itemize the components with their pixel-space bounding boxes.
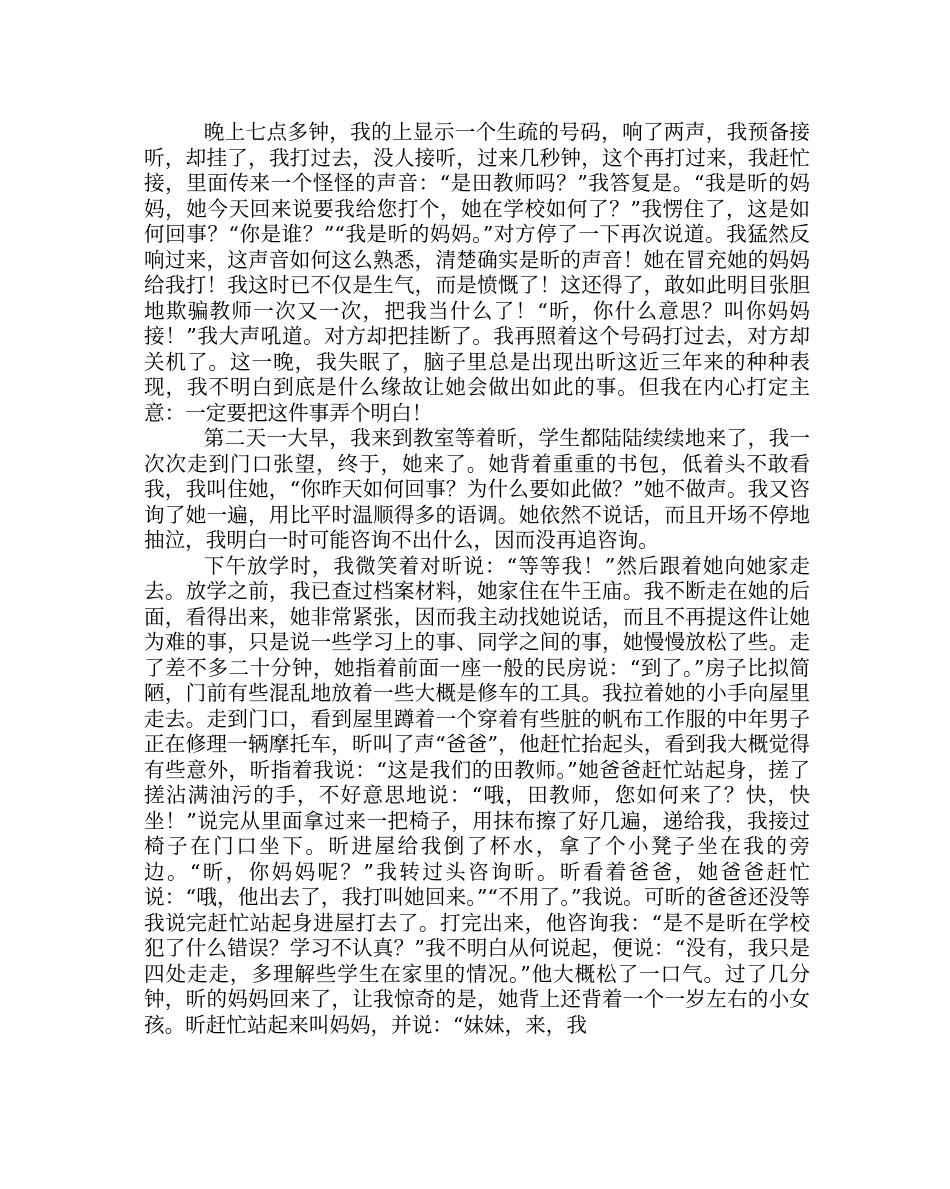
paragraph-3: 下午放学时，我微笑着对昕说：“等等我！”然后跟着她向她家走去。放学之前，我已查过档案材料，她家住在牛王庙。我不断走在她的后面，看得出来，她非常紧张，因而我主动找她说话，而且不再提这件让她为难的事，只是说一些学习上的事、同学之间的事，她慢慢放松了些。走了差不多二十分钟，她指着前面一座一般的民房说：“到了。”房子比拟简陋，门前有些混乱地放着一些大概是修车的工具。我拉着她的小手向屋里走去。走到门口，看到屋里蹲着一个穿着有些脏的帆布工作服的中年男子正在修理一辆摩托车，昕叫了声“爸爸”，他赶忙抬起头，看到我大概觉得有些意外，昕指着我说：“这是我们的田教师。”她爸爸赶忙站起身，搓了搓沾满油污的手，不好意思地说：“哦，田教师，您如何来了？快，快坐！”说完从里面拿过来一把椅子，用抹布擦了好几遍，递给我，我接过椅子在门口坐下。昕进屋给我倒了杯水，拿了个小凳子坐在我的旁边。“昕，你妈妈呢？”我转过头咨询昕。昕看着爸爸，她爸爸赶忙说：“哦，他出去了，我打叫她回来。”“不用了。”我说。可昕的爸爸还没等我说完赶忙站起身进屋打去了。打完出来，他咨询我：“是不是昕在学校犯了什么错误？学习不认真？”我不明白从何说起，便说：“没有，我只是四处走走，多理解些学生在家里的情况。”他大概松了一口气。过了几分钟，昕的妈妈回来了，让我惊奇的是，她背上还背着一个一岁左右的小女孩。昕赶忙站起来叫妈妈，并说：“妹妹，来，我	[144, 553, 810, 1037]
paragraph-2: 第二天一大早，我来到教室等着昕，学生都陆陆续续地来了，我一次次走到门口张望，终于，她来了。她背着重重的书包，低着头不敢看我，我叫住她，“你昨天如何回事？为什么要如此做？”她不做声。我又咨询了她一遍，用比平时温顺得多的语调。她依然不说话，而且开场不停地抽泣，我明白一时可能咨询不出什么，因而没再追咨询。	[144, 426, 810, 552]
paragraph-1: 晚上七点多钟，我的上显示一个生疏的号码，响了两声，我预备接听，却挂了，我打过去，没人接听，过来几秒钟，这个再打过来，我赶忙接，里面传来一个怪怪的声音：“是田教师吗？”我答复是。“我是昕的妈妈，她今天回来说要我给您打个，她在学校如何了？”我愣住了，这是如何回事？“你是谁？”“我是昕的妈妈。”对方停了一下再次说道。我猛然反响过来，这声音如何这么熟悉，清楚确实是昕的声音！她在冒充她的妈妈给我打！我这时已不仅是生气，而是愤慨了！这还得了，敢如此明目张胆地欺骗教师一次又一次，把我当什么了！“昕，你什么意思？叫你妈妈接！”我大声吼道。对方却把挂断了。我再照着这个号码打过去，对方却关机了。这一晚，我失眠了，脑子里总是出现出昕这近三年来的种种表现，我不明白到底是什么缘故让她会做出如此的事。但我在内心打定主意：一定要把这件事弄个明白！	[144, 120, 810, 425]
document-page	[144, 120, 810, 1038]
